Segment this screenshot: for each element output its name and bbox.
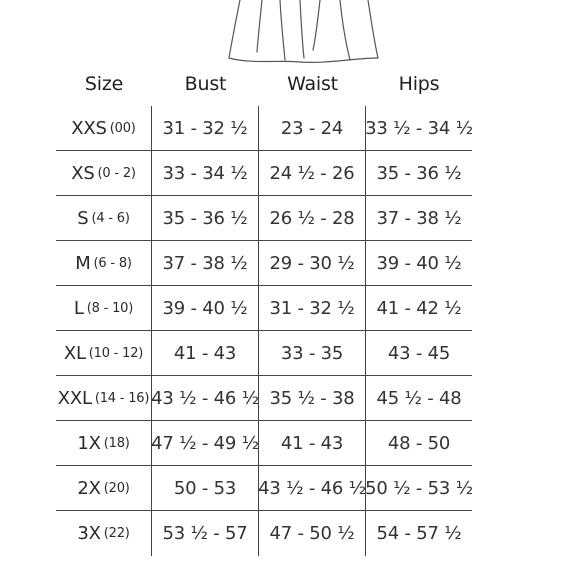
hips-cell: 50 ½ - 53 ½	[365, 477, 473, 499]
bust-cell: 50 - 53	[152, 466, 259, 510]
size-chart-header	[56, 62, 472, 106]
table-row	[56, 331, 472, 376]
size-cell: M (6 - 8)	[56, 241, 152, 285]
table-row	[56, 286, 472, 331]
waist-cell: 29 - 30 ½	[259, 241, 366, 285]
hips-cell: 48 - 50	[387, 432, 451, 454]
size-cell: 1X (18)	[56, 421, 152, 465]
bust-cell: 37 - 38 ½	[152, 241, 259, 285]
waist-cell: 33 - 35	[259, 331, 366, 375]
bust-cell: 53 ½ - 57	[152, 511, 259, 556]
waist-cell: 23 - 24	[259, 106, 366, 150]
table-row	[56, 466, 472, 511]
size-cell: XS (0 - 2)	[56, 151, 152, 195]
hips-cell: 45 ½ - 48	[376, 387, 462, 409]
table-row	[56, 511, 472, 556]
waist-cell: 43 ½ - 46 ½	[259, 466, 366, 510]
hips-cell: 35 - 36 ½	[376, 162, 462, 184]
hips-cell: 54 - 57 ½	[376, 523, 462, 544]
table-row	[56, 376, 472, 421]
size-cell: S (4 - 6)	[56, 196, 152, 240]
size-cell: XXS (00)	[56, 106, 152, 150]
dress-illustration	[0, 0, 580, 64]
hips-cell: 33 ½ - 34 ½	[365, 117, 473, 139]
size-cell: 2X (20)	[56, 466, 152, 510]
size-cell: L (8 - 10)	[56, 286, 152, 330]
hips-cell: 39 - 40 ½	[376, 252, 462, 274]
hips-cell: 37 - 38 ½	[376, 207, 462, 229]
table-row	[56, 421, 472, 466]
waist-cell: 47 - 50 ½	[259, 511, 366, 556]
size-cell: 3X (22)	[56, 511, 152, 556]
waist-cell: 24 ½ - 26	[259, 151, 366, 195]
waist-cell: 41 - 43	[259, 421, 366, 465]
bust-cell: 41 - 43	[152, 331, 259, 375]
waist-cell: 35 ½ - 38	[259, 376, 366, 420]
header-hips: Hips	[398, 73, 440, 95]
bust-cell: 47 ½ - 49 ½	[152, 421, 259, 465]
size-cell: XL (10 - 12)	[56, 331, 152, 375]
bust-cell: 31 - 32 ½	[152, 106, 259, 150]
bust-cell: 39 - 40 ½	[152, 286, 259, 330]
hips-cell: 43 - 45	[387, 342, 451, 364]
size-chart	[56, 62, 472, 556]
bust-cell: 35 - 36 ½	[152, 196, 259, 240]
table-row	[56, 241, 472, 286]
header-bust: Bust	[184, 73, 227, 95]
bust-cell: 33 - 34 ½	[152, 151, 259, 195]
header-waist: Waist	[287, 73, 338, 95]
table-row	[56, 196, 472, 241]
table-row	[56, 106, 472, 151]
waist-cell: 26 ½ - 28	[259, 196, 366, 240]
waist-cell: 31 - 32 ½	[259, 286, 366, 330]
table-row	[56, 151, 472, 196]
hips-cell: 41 - 42 ½	[376, 297, 462, 319]
header-size: Size	[84, 73, 124, 95]
size-chart-rows	[56, 106, 472, 556]
size-cell: XXL (14 - 16)	[56, 376, 152, 420]
bust-cell: 43 ½ - 46 ½	[152, 376, 259, 420]
